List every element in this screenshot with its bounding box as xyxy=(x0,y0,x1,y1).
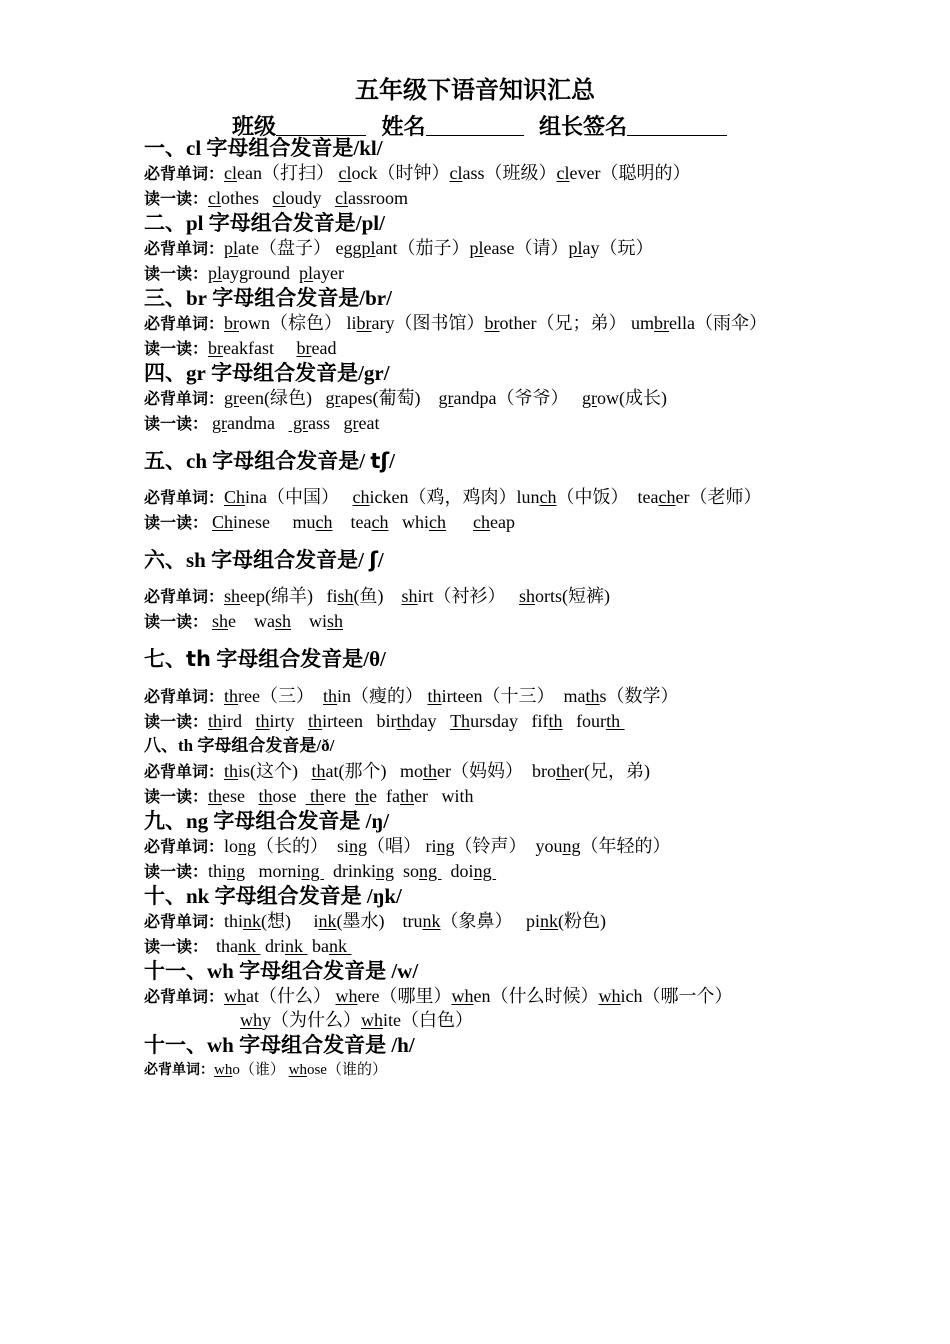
page-title: 五年级下语音知识汇总 xyxy=(355,78,595,104)
line-text: eakfast xyxy=(223,338,297,358)
line-text: ich（哪一个） xyxy=(620,986,733,1006)
line-text: er(兄，弟) xyxy=(570,761,651,781)
class-label: 班级 xyxy=(232,114,277,139)
underlined-letters: th xyxy=(255,711,270,731)
line-text: s（数学） xyxy=(599,686,679,706)
phonetic-symbol: tʃ xyxy=(370,449,390,473)
line-text: er with xyxy=(414,786,474,806)
section-heading xyxy=(144,959,418,983)
line-text: four xyxy=(562,711,607,731)
underlined-letters: pl xyxy=(224,238,239,258)
line-text: ite（白色） xyxy=(383,1010,473,1030)
underlined-letters: sh xyxy=(401,586,418,606)
underlined-letters: ng xyxy=(473,861,497,881)
line-text: doi xyxy=(441,861,474,881)
section-heading xyxy=(144,884,402,908)
underlined-letters: wh xyxy=(214,1062,233,1078)
line-text: oudy xyxy=(285,188,336,208)
underlined-letters: th xyxy=(585,686,600,706)
phonetic-symbol: ʃ xyxy=(369,548,378,572)
phonetic-symbol: th xyxy=(186,647,211,671)
underlined-letters: pl xyxy=(361,238,376,258)
line-text: en（什么时候） xyxy=(473,986,599,1006)
section-heading xyxy=(144,809,389,833)
line-label: 读一读： xyxy=(144,341,209,358)
underlined-letters: ch xyxy=(352,487,370,507)
underlined-letters: pl xyxy=(469,238,484,258)
underlined-letters: ch xyxy=(371,512,389,532)
line-text: ayground xyxy=(222,263,300,283)
line-text: 十一、wh 字母组合发音是 /w/ xyxy=(144,959,419,983)
underlined-letters: ng xyxy=(376,861,395,881)
line-text: ay（玩） xyxy=(582,238,654,258)
word-line xyxy=(144,709,625,735)
underlined-letters: cl xyxy=(335,188,349,208)
underlined-letters: ng xyxy=(238,836,257,856)
underlined-letters: wh xyxy=(598,986,621,1006)
underlined-letters: ng xyxy=(419,861,442,881)
line-text: een(绿色) xyxy=(239,388,326,408)
line-text: o（谁） xyxy=(232,1062,289,1078)
line-label: 读一读： xyxy=(144,864,209,881)
underlined-letters: nk xyxy=(243,911,262,931)
line-label: 必背单词： xyxy=(144,689,225,706)
section-heading xyxy=(144,548,384,572)
word-line xyxy=(144,984,733,1010)
underlined-letters: ng xyxy=(349,836,368,856)
section-heading xyxy=(144,1033,415,1057)
underlined-letters: nk xyxy=(318,911,337,931)
line-text: eep(绵羊) fi xyxy=(240,586,338,606)
line-text: thi xyxy=(208,861,228,881)
line-text xyxy=(446,512,473,532)
line-text: ass xyxy=(308,413,344,433)
underlined-letters: th xyxy=(224,761,239,781)
line-label: 必背单词： xyxy=(144,490,225,507)
underlined-letters: ch xyxy=(658,487,676,507)
line-text: ant（茄子） xyxy=(375,238,470,258)
line-text: ow(成长) xyxy=(596,388,667,408)
line-text: in（瘦的） xyxy=(337,686,428,706)
line-text: er（老师） xyxy=(675,487,762,507)
line-text: icken（鸡，鸡肉）lun xyxy=(369,487,540,507)
underlined-letters: sh xyxy=(212,611,229,631)
line-text: e fa xyxy=(369,786,401,806)
underlined-letters: th xyxy=(208,711,223,731)
underlined-letters: sh xyxy=(327,611,344,631)
line-text: so xyxy=(394,861,420,881)
line-text: wi xyxy=(291,611,328,631)
line-text: andma xyxy=(227,413,289,433)
word-line xyxy=(144,909,606,935)
word-line xyxy=(144,584,610,610)
underlined-letters: gr xyxy=(224,388,240,408)
line-text: own（棕色） li xyxy=(239,313,357,333)
underlined-letters: wh xyxy=(224,986,247,1006)
word-line xyxy=(144,161,690,187)
line-text: irteen bir xyxy=(322,711,397,731)
word-line xyxy=(240,1008,473,1032)
line-text: ree（三） xyxy=(238,686,324,706)
underlined-letters: th xyxy=(400,786,415,806)
section-heading xyxy=(144,449,395,473)
line-label: 读一读： xyxy=(144,939,217,956)
underlined-letters: cl xyxy=(224,163,238,183)
underlined-letters: gr xyxy=(438,388,454,408)
underlined-letters: wh xyxy=(288,1062,307,1078)
underlined-letters: gr xyxy=(288,413,308,433)
word-line xyxy=(144,759,650,785)
line-label: 读一读： xyxy=(144,515,213,532)
line-text: othes xyxy=(221,188,273,208)
line-text: 四、gr 字母组合发音是/gr/ xyxy=(144,361,390,385)
line-text: whi xyxy=(388,512,430,532)
underlined-letters: Ch xyxy=(212,512,234,532)
underlined-letters: br xyxy=(208,338,224,358)
word-line xyxy=(144,336,336,362)
leader-sign-blank xyxy=(627,115,727,136)
line-text: 字母组合发音是/θ/ xyxy=(211,647,386,671)
underlined-letters: ch xyxy=(539,487,557,507)
line-text: 八、th 字母组合发音是/ð/ xyxy=(144,736,335,755)
line-text: ose（谁的） xyxy=(306,1062,387,1078)
line-text: morni xyxy=(245,861,302,881)
section-heading xyxy=(144,286,392,310)
line-text: orts(短裤) xyxy=(535,586,611,606)
line-text: 三、br 字母组合发音是/br/ xyxy=(144,286,392,310)
underlined-letters: sh xyxy=(337,586,354,606)
underlined-letters: gr xyxy=(581,388,597,408)
underlined-letters: wh xyxy=(240,1010,262,1030)
line-label: 必背单词： xyxy=(144,1063,214,1078)
word-line xyxy=(144,261,344,287)
underlined-letters: gr xyxy=(325,388,341,408)
underlined-letters: gr xyxy=(343,413,359,433)
line-text: （象鼻） pi xyxy=(440,911,541,931)
underlined-letters: ng xyxy=(301,861,325,881)
line-text: ead xyxy=(311,338,337,358)
section-heading xyxy=(144,647,386,671)
line-text: 二、pl 字母组合发音是/pl/ xyxy=(144,211,385,235)
underlined-letters: th xyxy=(423,761,438,781)
line-text: irt（衬衫） xyxy=(417,586,520,606)
line-text: ease（请） xyxy=(483,238,569,258)
word-line xyxy=(144,186,408,212)
underlined-letters: ng xyxy=(227,861,246,881)
underlined-letters: cl xyxy=(208,188,222,208)
underlined-letters: th xyxy=(305,786,325,806)
underlined-letters: th xyxy=(308,711,323,731)
underlined-letters: br xyxy=(654,313,670,333)
underlined-letters: th xyxy=(427,686,442,706)
underlined-letters: th xyxy=(355,786,370,806)
line-label: 必背单词： xyxy=(144,166,225,183)
line-text: (想) i xyxy=(261,911,319,931)
underlined-letters: ch xyxy=(473,512,491,532)
underlined-letters: br xyxy=(296,338,312,358)
line-text: apes(葡萄) xyxy=(340,388,439,408)
underlined-letters: cl xyxy=(338,163,352,183)
section-heading xyxy=(144,136,383,160)
line-text: ary（图书馆） xyxy=(371,313,485,333)
line-text: (鱼) xyxy=(353,586,402,606)
line-text: tha xyxy=(216,936,239,956)
line-text: ursday fif xyxy=(470,711,549,731)
underlined-letters: wh xyxy=(361,1010,383,1030)
line-text: y（为什么） xyxy=(262,1010,361,1030)
line-text: ird xyxy=(222,711,256,731)
underlined-letters: th xyxy=(548,711,563,731)
underlined-letters: cl xyxy=(449,163,463,183)
line-text: is(这个) xyxy=(238,761,312,781)
word-line xyxy=(144,784,474,810)
leader-sign-label: 组长签名 xyxy=(539,114,628,139)
line-text: ba xyxy=(307,936,330,956)
underlined-letters: th xyxy=(606,711,625,731)
line-label: 必背单词： xyxy=(144,391,225,408)
underlined-letters: sh xyxy=(275,611,292,631)
word-line xyxy=(144,485,761,511)
line-text: （年轻的） xyxy=(580,836,671,856)
underlined-letters: wh xyxy=(451,986,474,1006)
underlined-letters: ch xyxy=(315,512,333,532)
line-text: ella（雨伞） xyxy=(669,313,767,333)
section-heading xyxy=(144,361,390,385)
underlined-letters: th xyxy=(258,786,273,806)
line-text: (墨水) tru xyxy=(336,911,423,931)
line-label: 读一读： xyxy=(144,266,209,283)
line-text: er（妈妈） bro xyxy=(437,761,557,781)
line-label: 必背单词： xyxy=(144,241,225,258)
line-text: （长的） si xyxy=(256,836,350,856)
underlined-letters: Ch xyxy=(224,487,246,507)
word-line xyxy=(144,834,671,860)
underlined-letters: nk xyxy=(540,911,559,931)
underlined-letters: wh xyxy=(335,986,358,1006)
line-text: tea xyxy=(332,512,372,532)
underlined-letters: br xyxy=(224,313,240,333)
underlined-letters: th xyxy=(224,686,239,706)
line-text: irteen（十三） ma xyxy=(441,686,586,706)
line-label: 必背单词： xyxy=(144,839,225,856)
line-text: ina（中国） xyxy=(245,487,353,507)
underlined-letters: gr xyxy=(212,413,228,433)
line-text: ean（打扫） xyxy=(237,163,339,183)
underlined-letters: nk xyxy=(285,936,308,956)
line-label: 读一读： xyxy=(144,191,209,208)
underlined-letters: ch xyxy=(429,512,447,532)
section-heading xyxy=(144,211,385,235)
line-text: （中饭） tea xyxy=(556,487,659,507)
line-text: drinki xyxy=(324,861,377,881)
line-text: day xyxy=(410,711,451,731)
line-text: eat xyxy=(358,413,380,433)
underlined-letters: th xyxy=(311,761,326,781)
line-text: (粉色) xyxy=(558,911,607,931)
section-heading xyxy=(144,734,334,758)
word-line xyxy=(144,311,767,337)
line-text: assroom xyxy=(348,188,409,208)
underlined-letters: cl xyxy=(272,188,286,208)
line-label: 读一读： xyxy=(144,614,213,631)
line-text: ayer xyxy=(313,263,345,283)
underlined-letters: th xyxy=(208,786,223,806)
line-text: other（兄；弟） um xyxy=(499,313,655,333)
underlined-letters: pl xyxy=(568,238,583,258)
underlined-letters: pl xyxy=(208,263,223,283)
word-line xyxy=(144,609,343,635)
underlined-letters: nk xyxy=(238,936,261,956)
line-text: （唱） ri xyxy=(367,836,437,856)
line-label: 必背单词： xyxy=(144,316,225,333)
line-label: 读一读： xyxy=(144,714,209,731)
word-line xyxy=(144,934,352,960)
word-line xyxy=(144,510,515,536)
underlined-letters: Th xyxy=(450,711,471,731)
line-label: 必背单词： xyxy=(144,589,225,606)
underlined-letters: ng xyxy=(562,836,581,856)
word-line xyxy=(144,386,667,412)
line-text: e wa xyxy=(228,611,276,631)
line-text: ass（班级） xyxy=(462,163,557,183)
line-text: 七、 xyxy=(144,647,186,671)
underlined-letters: sh xyxy=(224,586,241,606)
underlined-letters: pl xyxy=(299,263,314,283)
line-text: （铃声） you xyxy=(454,836,563,856)
underlined-letters: cl xyxy=(556,163,570,183)
underlined-letters: nk xyxy=(422,911,441,931)
line-label: 必背单词： xyxy=(144,914,225,931)
name-blank xyxy=(426,115,524,136)
line-text: ever（聪明的） xyxy=(569,163,691,183)
underlined-letters: sh xyxy=(519,586,536,606)
line-text: at(那个) mo xyxy=(325,761,424,781)
line-text: ere（哪里） xyxy=(357,986,452,1006)
line-label: 必背单词： xyxy=(144,764,225,781)
line-text: lo xyxy=(224,836,239,856)
line-text: eap xyxy=(490,512,515,532)
underlined-letters: ng xyxy=(436,836,455,856)
line-text: 六、sh 字母组合发音是/ xyxy=(144,548,370,572)
line-text: inese mu xyxy=(233,512,316,532)
line-text: 十一、wh 字母组合发音是 /h/ xyxy=(144,1033,415,1057)
word-line xyxy=(144,684,679,710)
word-line xyxy=(144,236,654,262)
line-text: 九、ng 字母组合发音是 /ŋ/ xyxy=(144,809,390,833)
line-label: 读一读： xyxy=(144,789,209,806)
line-text: 一、cl 字母组合发音是/kl/ xyxy=(144,136,383,160)
underlined-letters: br xyxy=(356,313,372,333)
underlined-letters: th xyxy=(556,761,571,781)
underlined-letters: br xyxy=(484,313,500,333)
line-text: / xyxy=(389,449,395,473)
class-blank xyxy=(276,115,366,136)
line-label: 读一读： xyxy=(144,416,213,433)
line-text: / xyxy=(377,548,384,572)
line-text: ock（时钟） xyxy=(351,163,450,183)
line-text: ose xyxy=(272,786,306,806)
word-line xyxy=(144,859,496,885)
line-text: at（什么） xyxy=(246,986,336,1006)
word-line xyxy=(144,411,379,437)
line-text: 五、ch 字母组合发音是/ xyxy=(144,449,371,473)
word-line xyxy=(144,1058,387,1083)
line-text: 十、nk 字母组合发音是 /ŋk/ xyxy=(144,884,402,908)
underlined-letters: th xyxy=(396,711,411,731)
name-label: 姓名 xyxy=(381,114,426,139)
line-label: 必背单词： xyxy=(144,989,225,1006)
underlined-letters: th xyxy=(323,686,338,706)
line-text: ate（盘子） egg xyxy=(238,238,362,258)
line-text: ese xyxy=(222,786,259,806)
underlined-letters: nk xyxy=(329,936,352,956)
line-text: ere xyxy=(324,786,356,806)
line-text: dri xyxy=(260,936,286,956)
line-text: thi xyxy=(224,911,244,931)
line-text: irty xyxy=(269,711,309,731)
line-text: andpa（爷爷） xyxy=(453,388,582,408)
